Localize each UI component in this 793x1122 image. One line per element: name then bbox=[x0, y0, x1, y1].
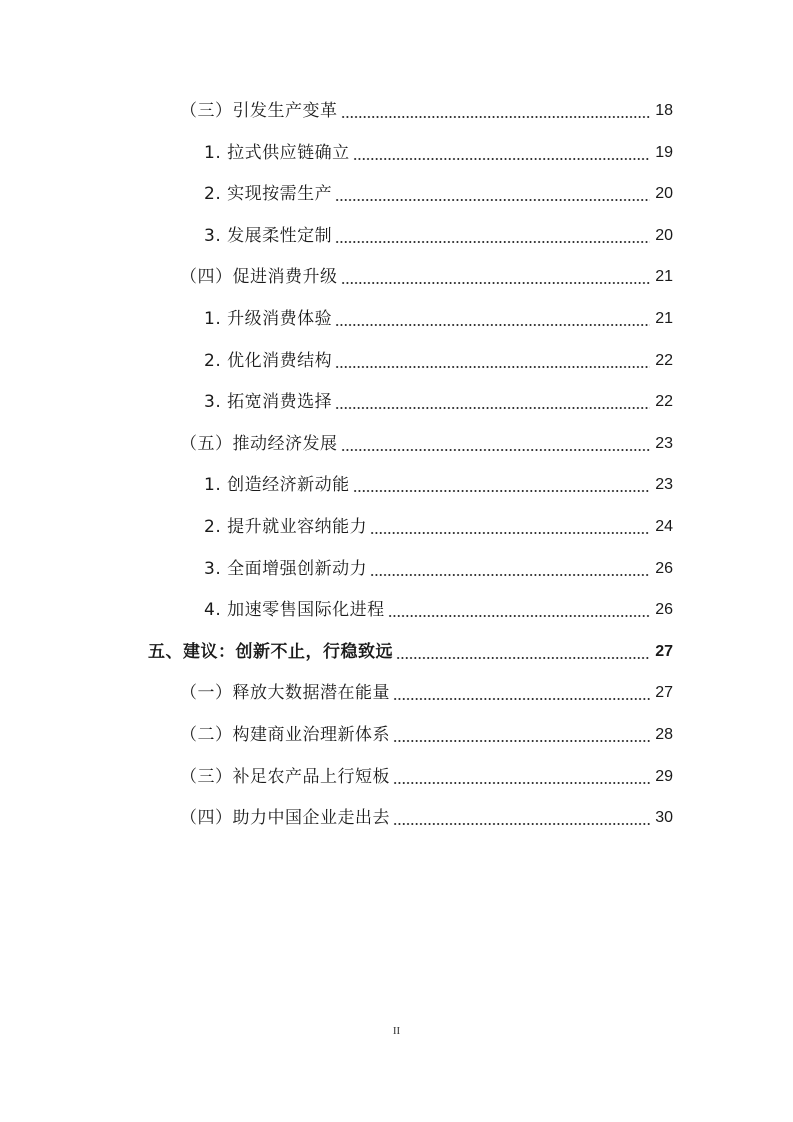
toc-entry[interactable] bbox=[204, 346, 673, 376]
toc-entry-title: 1. 升级消费体验 bbox=[204, 309, 333, 329]
toc-entry-page-number: 28 bbox=[655, 726, 673, 743]
toc-entry-title: 4. 加速零售国际化进程 bbox=[204, 600, 385, 621]
toc-entry-page-number: 29 bbox=[655, 767, 673, 785]
toc-entry-page-number: 23 bbox=[655, 434, 673, 452]
dot-leader bbox=[370, 512, 650, 542]
toc-entry[interactable] bbox=[180, 762, 673, 792]
dot-leader bbox=[393, 762, 650, 792]
toc-entry-title: （一）释放大数据潜在能量 bbox=[180, 683, 390, 704]
toc-entry-page-number: 21 bbox=[655, 310, 673, 327]
toc-entry[interactable] bbox=[180, 96, 673, 126]
toc-entry-title: （三）引发生产变革 bbox=[180, 101, 338, 121]
toc-entry-title: 2. 优化消费结构 bbox=[204, 350, 333, 371]
toc-entry[interactable] bbox=[180, 429, 673, 459]
toc-entry-page-number: 20 bbox=[655, 185, 673, 203]
toc-entry-page-number: 26 bbox=[655, 601, 673, 619]
toc-entry[interactable] bbox=[204, 595, 673, 625]
dot-leader bbox=[335, 179, 650, 209]
toc-entry[interactable] bbox=[204, 179, 673, 209]
dot-leader bbox=[335, 387, 650, 417]
dot-leader bbox=[335, 221, 650, 251]
toc-entry-page-number: 20 bbox=[655, 226, 673, 244]
toc-entry[interactable] bbox=[180, 678, 673, 708]
toc-entry-page-number: 27 bbox=[655, 642, 673, 660]
toc-entry[interactable] bbox=[148, 637, 673, 667]
toc-entry-title: （四）助力中国企业走出去 bbox=[180, 808, 390, 829]
toc-entry-page-number: 26 bbox=[655, 559, 673, 577]
toc-entry-title: （四）促进消费升级 bbox=[180, 267, 338, 288]
toc-entry-page-number: 22 bbox=[655, 393, 673, 411]
toc-entry-title: 1. 拉式供应链确立 bbox=[204, 142, 350, 163]
toc-entry[interactable] bbox=[204, 554, 673, 584]
toc-entry-title: 2. 提升就业容纳能力 bbox=[204, 517, 368, 537]
toc-entry[interactable] bbox=[204, 387, 673, 417]
toc-entry-title: 2. 实现按需生产 bbox=[204, 184, 333, 205]
toc-entry-title: （三）补足农产品上行短板 bbox=[180, 766, 390, 787]
dot-leader bbox=[353, 138, 650, 168]
toc-entry-page-number: 23 bbox=[655, 476, 673, 494]
toc-entry-title: 3. 拓宽消费选择 bbox=[204, 392, 333, 413]
page-number: II bbox=[392, 1025, 401, 1037]
toc-entry-page-number: 18 bbox=[655, 102, 673, 119]
toc-entry-page-number: 21 bbox=[655, 268, 673, 286]
toc-entry-page-number: 24 bbox=[655, 518, 673, 535]
toc-entry-page-number: 27 bbox=[655, 684, 673, 702]
toc-entry-title: （五）推动经济发展 bbox=[180, 433, 338, 454]
toc-entry-page-number: 30 bbox=[655, 809, 673, 827]
dot-leader bbox=[335, 304, 650, 334]
toc-entry-title: 五、建议：创新不止，行稳致远 bbox=[148, 641, 393, 662]
toc-entry-page-number: 22 bbox=[655, 351, 673, 369]
dot-leader bbox=[393, 803, 650, 833]
dot-leader bbox=[370, 554, 650, 584]
toc-entry[interactable] bbox=[180, 262, 673, 292]
dot-leader bbox=[341, 96, 651, 126]
toc-entry[interactable] bbox=[204, 470, 673, 500]
toc-entry-page-number: 19 bbox=[655, 143, 673, 161]
toc-entry-title: 1. 创造经济新动能 bbox=[204, 475, 350, 496]
toc-entry-title: 3. 发展柔性定制 bbox=[204, 225, 333, 246]
toc-entry[interactable] bbox=[180, 803, 673, 833]
dot-leader bbox=[341, 429, 651, 459]
toc-entry[interactable] bbox=[204, 304, 673, 334]
toc-entry[interactable] bbox=[204, 512, 673, 542]
dot-leader bbox=[388, 595, 650, 625]
dot-leader bbox=[393, 678, 650, 708]
dot-leader bbox=[341, 262, 651, 292]
dot-leader bbox=[396, 637, 650, 667]
dot-leader bbox=[353, 470, 650, 500]
toc-entry[interactable] bbox=[180, 720, 673, 750]
dot-leader bbox=[393, 720, 650, 750]
dot-leader bbox=[335, 346, 650, 376]
toc-entry[interactable] bbox=[204, 138, 673, 168]
toc-entry[interactable] bbox=[204, 221, 673, 251]
toc-entry-title: 3. 全面增强创新动力 bbox=[204, 558, 368, 579]
toc-entry-title: （二）构建商业治理新体系 bbox=[180, 725, 390, 745]
